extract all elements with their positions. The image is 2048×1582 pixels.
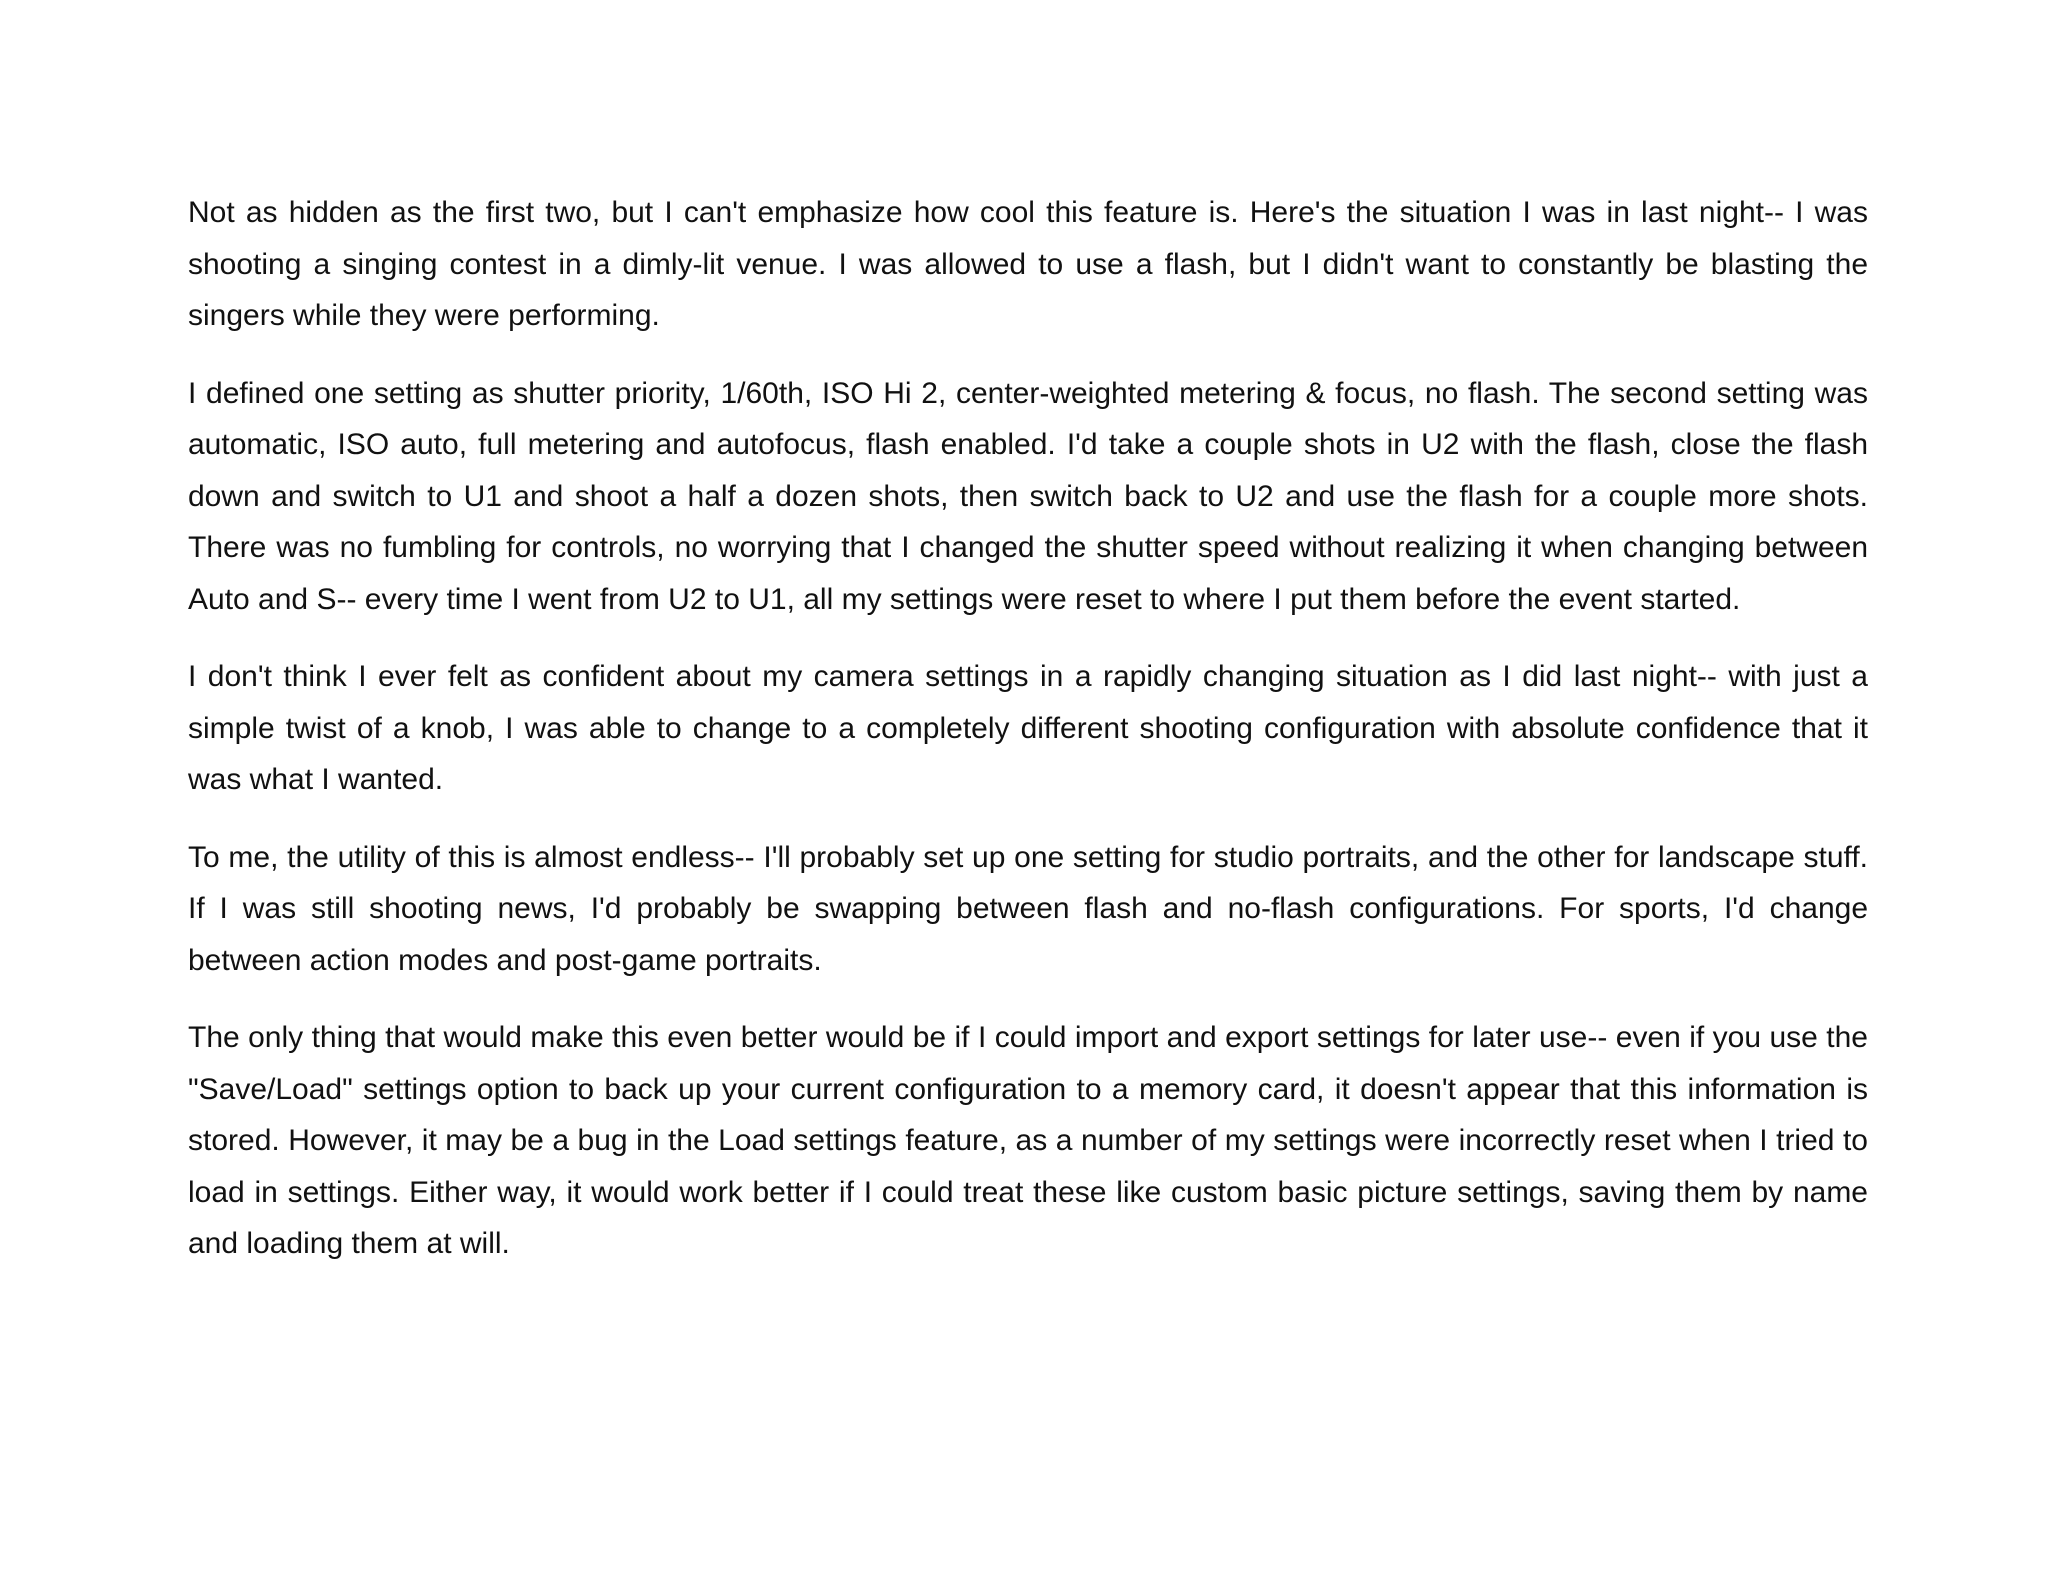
- paragraph-4: To me, the utility of this is almost endless-- I'll probably set up one setting for studio portraits, and the other for landscape stuff. If I was still shooting news, I'd probably be swapping between flash and no-flash configurations. For sports, I'd change between action modes and post-game portraits.: [188, 840, 1868, 977]
- paragraph-1: Not as hidden as the first two, but I can't emphasize how cool this feature is. Here's the situation I was in last night-- I was shooting a singing contest in a dimly-lit venue. I was allowed to use a flash, but I didn't want to constantly be blasting the singers while they were performing.: [188, 196, 1868, 332]
- paragraph-3: I don't think I ever felt as confident about my camera settings in a rapidly changing situation as I did last night-- with just a simple twist of a knob, I was able to change to a completely different shooting configuration with absolute confidence that it was what I wanted.: [188, 660, 1868, 796]
- document-body: [188, 187, 1868, 1270]
- paragraph-5: The only thing that would make this even better would be if I could import and export settings for later use-- even if you use the "Save/Load" settings option to back up your current configuration to a memory card, it doesn't appear that this information is stored. However, it may be a bug in the Load settings feature, as a number of my settings were incorrectly reset when I tried to load in settings. Either way, it would work better if I could treat these like custom basic picture settings, saving them by name and loading them at will.: [188, 1021, 1868, 1260]
- paragraph-2: I defined one setting as shutter priority, 1/60th, ISO Hi 2, center-weighted metering & focus, no flash. The second setting was automatic, ISO auto, full metering and autofocus, flash enabled. I'd take a couple shots in U2 with the flash, close the flash down and switch to U1 and shoot a half a dozen shots, then switch back to U2 and use the flash for a couple more shots. There was no fumbling for controls, no worrying that I changed the shutter speed without realizing it when changing between Auto and S-- every time I went from U2 to U1, all my settings were reset to where I put them before the event started.: [188, 376, 1868, 616]
